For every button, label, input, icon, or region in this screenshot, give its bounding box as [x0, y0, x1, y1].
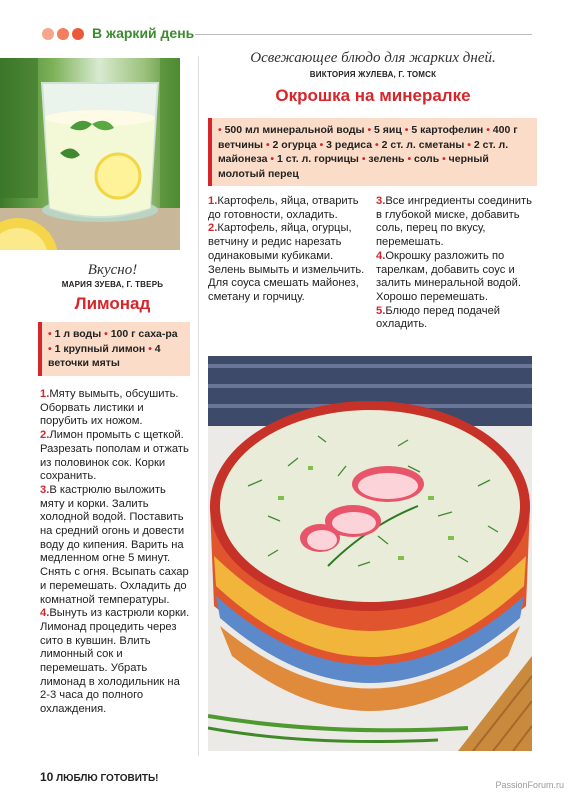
ingredient: 5 картофелин — [411, 124, 484, 136]
okroshka-steps-col2 — [376, 195, 534, 332]
page-footer — [40, 770, 159, 784]
ingredient: 1 ст. л. горчицы — [276, 153, 359, 165]
ingredient: 1 л воды — [54, 328, 102, 340]
step: 3.Все ингредиенты соединить в глубокой миске, добавить соль, перец по вкусу, перемешать. — [376, 195, 532, 249]
step: 4.Вынуть из кастрюли корки. Лимонад процедить через сито в кувшин. Влить лимонный сок и перемешать. Убрать лимонад в холодильник на 2-3 часа до полного охлаждения. — [40, 607, 190, 716]
okroshka-steps-col1 — [208, 195, 368, 305]
okroshka-photo — [208, 356, 532, 751]
ingredient: 2 ст. л. майонеза — [218, 138, 509, 165]
header-rule — [195, 34, 532, 35]
ingredient: 100 г саха-ра — [110, 328, 178, 340]
ingredient: 3 редиса — [326, 138, 373, 151]
step: 1.Мяту вымыть, обсушить. Оборвать листики и порубить их ножом. — [40, 388, 179, 428]
okroshka-subtitle: Освежающее блюдо для жарких дней. — [250, 50, 496, 66]
lemonade-ingredients: • 1 л воды • 100 г саха-ра • 1 крупный лимон • 4 веточки мяты — [38, 322, 190, 376]
step: 5.Блюдо перед подачей охладить. — [376, 304, 501, 331]
section-marker-dots — [42, 27, 87, 45]
page-number: 10 — [40, 770, 54, 784]
ingredient: 4 веточки мяты — [48, 342, 161, 369]
okroshka-author: ВИКТОРИЯ ЖУЛЕВА, Г. ТОМСК — [309, 70, 437, 79]
step: 2.Картофель, яйца, огурцы, ветчину и редис нарезать одинаковыми кубиками. Зелень вымыть и измельчить. Для соуса смешать майонез, сметану и горчицу. — [208, 222, 365, 303]
magazine-name: ЛЮБЛЮ ГОТОВИТЬ! — [56, 773, 159, 784]
lemonade-steps — [40, 388, 190, 717]
ingredient: 5 яиц — [374, 124, 402, 136]
ingredient: 1 крупный лимон — [54, 342, 146, 355]
ingredient: 400 г ветчины — [218, 124, 518, 151]
marker-dot — [72, 28, 84, 40]
okroshka-ingredients: • 500 мл минеральной воды • 5 яиц • 5 картофелин • 400 г ветчины • 2 огурца • 3 редиса • 2 ст. л. сметаны • 2 ст. л. майонеза • 1 ст. л. горчицы • зелень • соль • черный молотый перец — [208, 118, 537, 186]
section-title: В жаркий день — [92, 25, 195, 41]
ingredient: зелень — [368, 153, 405, 165]
lemonade-photo — [0, 58, 180, 250]
okroshka-title: Окрошка на минералке — [275, 86, 471, 105]
ingredient: черный молотый перец — [218, 153, 489, 180]
step: 1.Картофель, яйца, отварить до готовности, охладить. — [208, 195, 359, 221]
column-divider — [198, 56, 199, 756]
lemonade-title: Лимонад — [74, 294, 151, 313]
step: 3.В кастрюлю выложить мяту и корки. Залить холодной водой. Поставить на средний огонь и довести воду до кипения. Варить на медленном огне 5 минут. Снять с огня. Всыпать сахар и перемешать. Охладить до комнатной температуры. — [40, 483, 189, 606]
step: 2.Лимон промыть с щеткой. Разрезать пополам и отжать из половинок сок. Корки сохранить. — [40, 429, 189, 483]
lemonade-glass-illustration — [0, 58, 180, 250]
ingredient: 2 ст. л. сметаны — [381, 138, 465, 151]
marker-dot — [42, 28, 54, 40]
watermark: PassionForum.ru — [495, 780, 564, 790]
soup-bowl-illustration — [208, 356, 532, 751]
lemonade-subtitle: Вкусно! — [87, 262, 138, 278]
lemonade-author: МАРИЯ ЗУЕВА, Г. ТВЕРЬ — [61, 280, 164, 289]
ingredient: 2 огурца — [272, 138, 317, 151]
ingredient: соль — [414, 153, 440, 165]
step: 4.Окрошку разложить по тарелкам, добавить соус и залить минеральной водой. Хорошо перемешать. — [376, 249, 521, 303]
marker-dot — [57, 28, 69, 40]
ingredient: 500 мл минеральной воды — [224, 124, 365, 136]
